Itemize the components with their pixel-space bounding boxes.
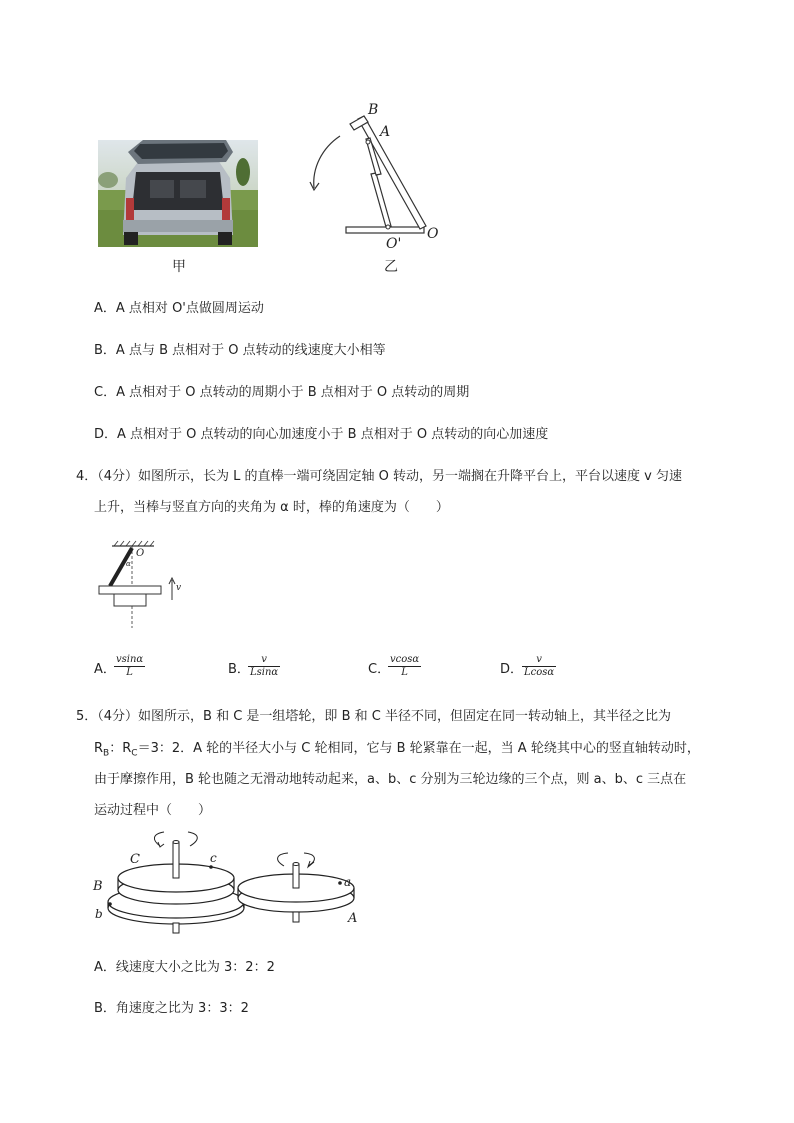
q5-label-b: b	[95, 907, 103, 921]
q4-option-d-fraction: $\frac{v}{Lcos\alpha}$	[524, 654, 555, 678]
hatch-diagram	[300, 98, 450, 278]
q4-option-a-letter: A．	[94, 662, 116, 677]
q5-label-B: B	[93, 879, 103, 894]
q3-option-d: D．A 点相对于 O 点转动的向心加速度小于 B 点相对于 O 点转动的向心加速度	[94, 427, 549, 442]
q4-label-O: O	[136, 548, 145, 559]
q5-stem-line2: $R_B$：$R_C=3$：2．A 轮的半径大小与 C 轮相同，它与 B 轮紧靠在一起，当 A 轮绕其中心的竖直轴转动时，	[94, 741, 700, 759]
car-trunk-photo	[98, 140, 258, 247]
q4-option-c-letter: C．	[368, 662, 391, 677]
q4-rod-diagram	[96, 540, 186, 630]
q5-tower-wheel-diagram	[90, 826, 370, 938]
label-O: O	[427, 226, 439, 242]
q5-label-c: c	[210, 851, 217, 865]
q4-label-alpha: α	[126, 560, 131, 568]
q5-stem-line4: 运动过程中（ ）	[94, 803, 212, 818]
q5-label-C: C	[130, 852, 140, 867]
q4-option-b-letter: B．	[228, 662, 250, 677]
q4-option-b-fraction: $\frac{v}{Lsin\alpha}$	[250, 654, 279, 678]
q5-stem-line1: 5．（4分）如图所示，B 和 C 是一组塔轮，即 B 和 C 半径不同，但固定在同一转动轴上，其半径之比为	[76, 709, 671, 724]
q3-option-c: C．A 点相对于 O 点转动的周期小于 B 点相对于 O 点转动的周期	[94, 385, 470, 400]
label-A: A	[380, 124, 391, 140]
q5-option-b: B．角速度之比为 3：3：2	[94, 1001, 249, 1016]
q4-stem-line2: 上升，当棒与竖直方向的夹角为 α 时，棒的角速度为（ ）	[94, 500, 449, 515]
q5-option-a: A．线速度大小之比为 3：2：2	[94, 960, 275, 975]
q5-label-a: a	[344, 875, 352, 889]
q4-option-d-letter: D．	[500, 662, 524, 677]
label-O-prime: O'	[386, 236, 402, 252]
q3-option-a: A．A 点相对 O'点做圆周运动	[94, 301, 264, 316]
label-B: B	[368, 102, 379, 118]
q4-stem-line1: 4．（4分）如图所示，长为 L 的直棒一端可绕固定轴 O 转动，另一端搁在升降平台上，平台以速度 v 匀速	[76, 469, 683, 484]
q5-label-A: A	[348, 911, 358, 926]
q4-label-v: v	[176, 583, 182, 593]
q4-option-c-fraction: $\frac{vcos\alpha}{L}$	[390, 654, 420, 678]
q3-option-b: B．A 点与 B 点相对于 O 点转动的线速度大小相等	[94, 343, 386, 358]
figure-caption-yi: 乙	[384, 259, 398, 275]
q5-stem-line3: 由于摩擦作用，B 轮也随之无滑动地转动起来，a、b、c 分别为三轮边缘的三个点，则 a、b、c 三点在	[94, 772, 687, 787]
q4-option-a-fraction: $\frac{vsin\alpha}{L}$	[116, 654, 144, 678]
figure-caption-jia: 甲	[172, 259, 186, 275]
